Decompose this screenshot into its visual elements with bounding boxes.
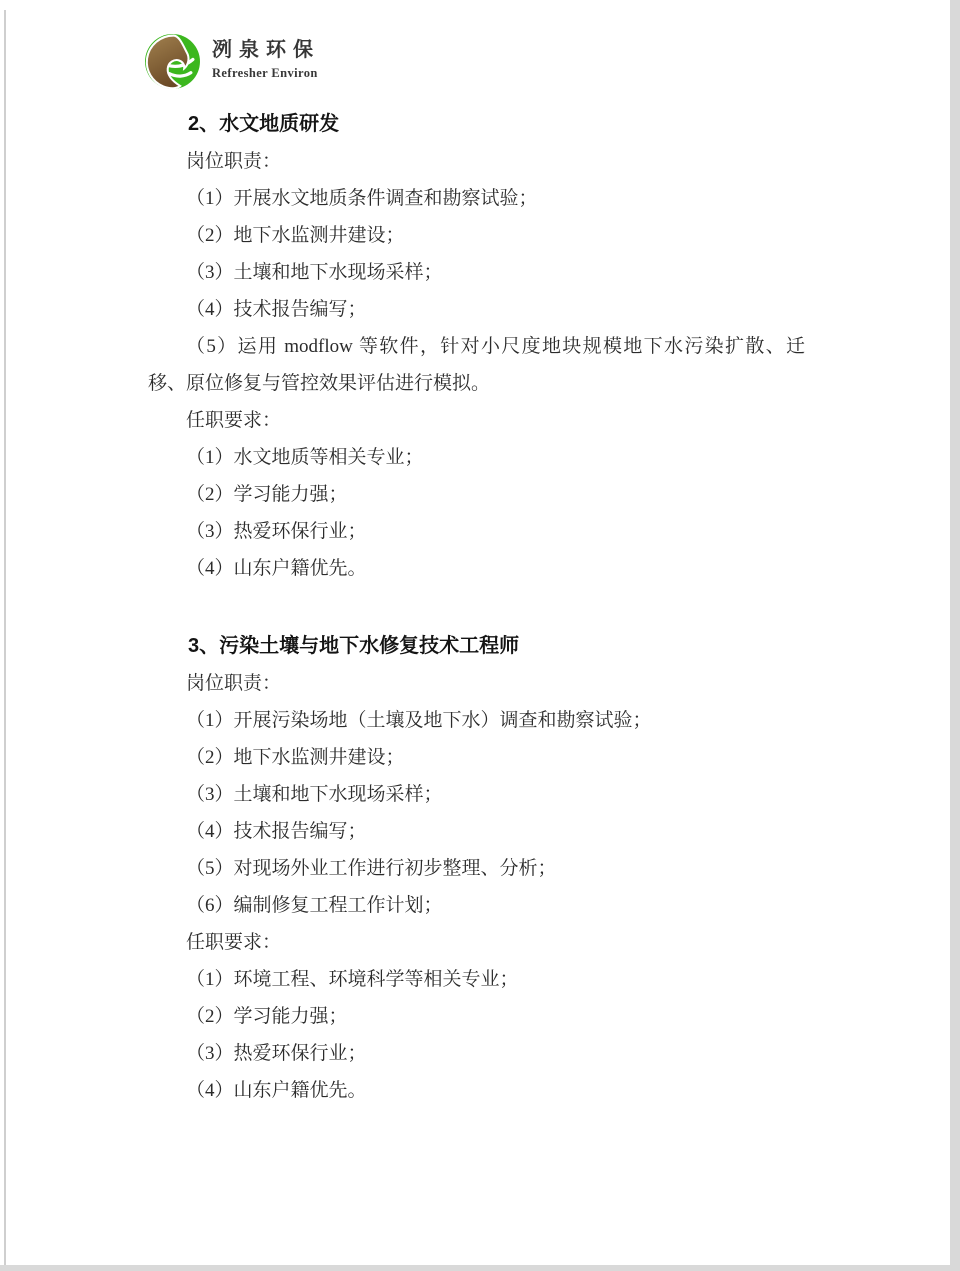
- company-name-cn: 冽泉环保: [212, 39, 320, 61]
- logo-icon: [144, 33, 201, 90]
- page-left-border: [4, 10, 6, 1265]
- page-bottom-border: [0, 1265, 960, 1271]
- duty-item: （1）开展水文地质条件调查和勘察试验；: [186, 188, 538, 209]
- requirement-item: （2）学习能力强；: [186, 484, 348, 505]
- requirements-label: 任职要求：: [186, 410, 282, 431]
- duty-item: （6）编制修复工程工作计划；: [186, 895, 443, 916]
- requirement-item: （4）山东户籍优先。: [186, 558, 367, 579]
- duty-item: （1）开展污染场地（土壤及地下水）调查和勘察试验；: [186, 710, 652, 731]
- requirements-label: 任职要求：: [186, 932, 282, 953]
- requirement-item: （1）环境工程、环境科学等相关专业；: [186, 969, 519, 990]
- duty-item: （3）土壤和地下水现场采样；: [186, 784, 443, 805]
- duty-item: （3）土壤和地下水现场采样；: [186, 262, 443, 283]
- duty-item: （2）地下水监测井建设；: [186, 747, 405, 768]
- requirement-item: （1）水文地质等相关专业；: [186, 447, 424, 468]
- job-title: 2、水文地质研发: [188, 113, 340, 135]
- requirements-list: [148, 439, 805, 587]
- job-section: [148, 105, 805, 587]
- logo-text: [212, 33, 320, 81]
- duties-label: 岗位职责：: [186, 151, 282, 172]
- requirement-item: （3）热爱环保行业；: [186, 521, 367, 542]
- requirements-list: [148, 961, 805, 1109]
- duties-list: [148, 702, 805, 924]
- job-postings: [148, 105, 805, 1109]
- duty-item: （5）对现场外业工作进行初步整理、分析；: [186, 858, 557, 879]
- company-logo: [144, 33, 805, 90]
- duty-item: （5）运用 modflow 等软件，针对小尺度地块规模地下水污染扩散、迁移、原位修复与管控效果评估进行模拟。: [148, 336, 805, 394]
- requirement-item: （2）学习能力强；: [186, 1006, 348, 1027]
- company-name-en: Refresher Environ: [212, 66, 318, 80]
- job-section: [148, 627, 805, 1109]
- requirement-item: （4）山东户籍优先。: [186, 1080, 367, 1101]
- requirement-item: （3）热爱环保行业；: [186, 1043, 367, 1064]
- job-title: 3、污染土壤与地下水修复技术工程师: [188, 635, 520, 657]
- duties-list: [148, 180, 805, 402]
- duty-item: （2）地下水监测井建设；: [186, 225, 405, 246]
- page-right-border: [950, 0, 960, 1271]
- duty-item: （4）技术报告编写；: [186, 821, 367, 842]
- duties-label: 岗位职责：: [186, 673, 282, 694]
- duty-item: （4）技术报告编写；: [186, 299, 367, 320]
